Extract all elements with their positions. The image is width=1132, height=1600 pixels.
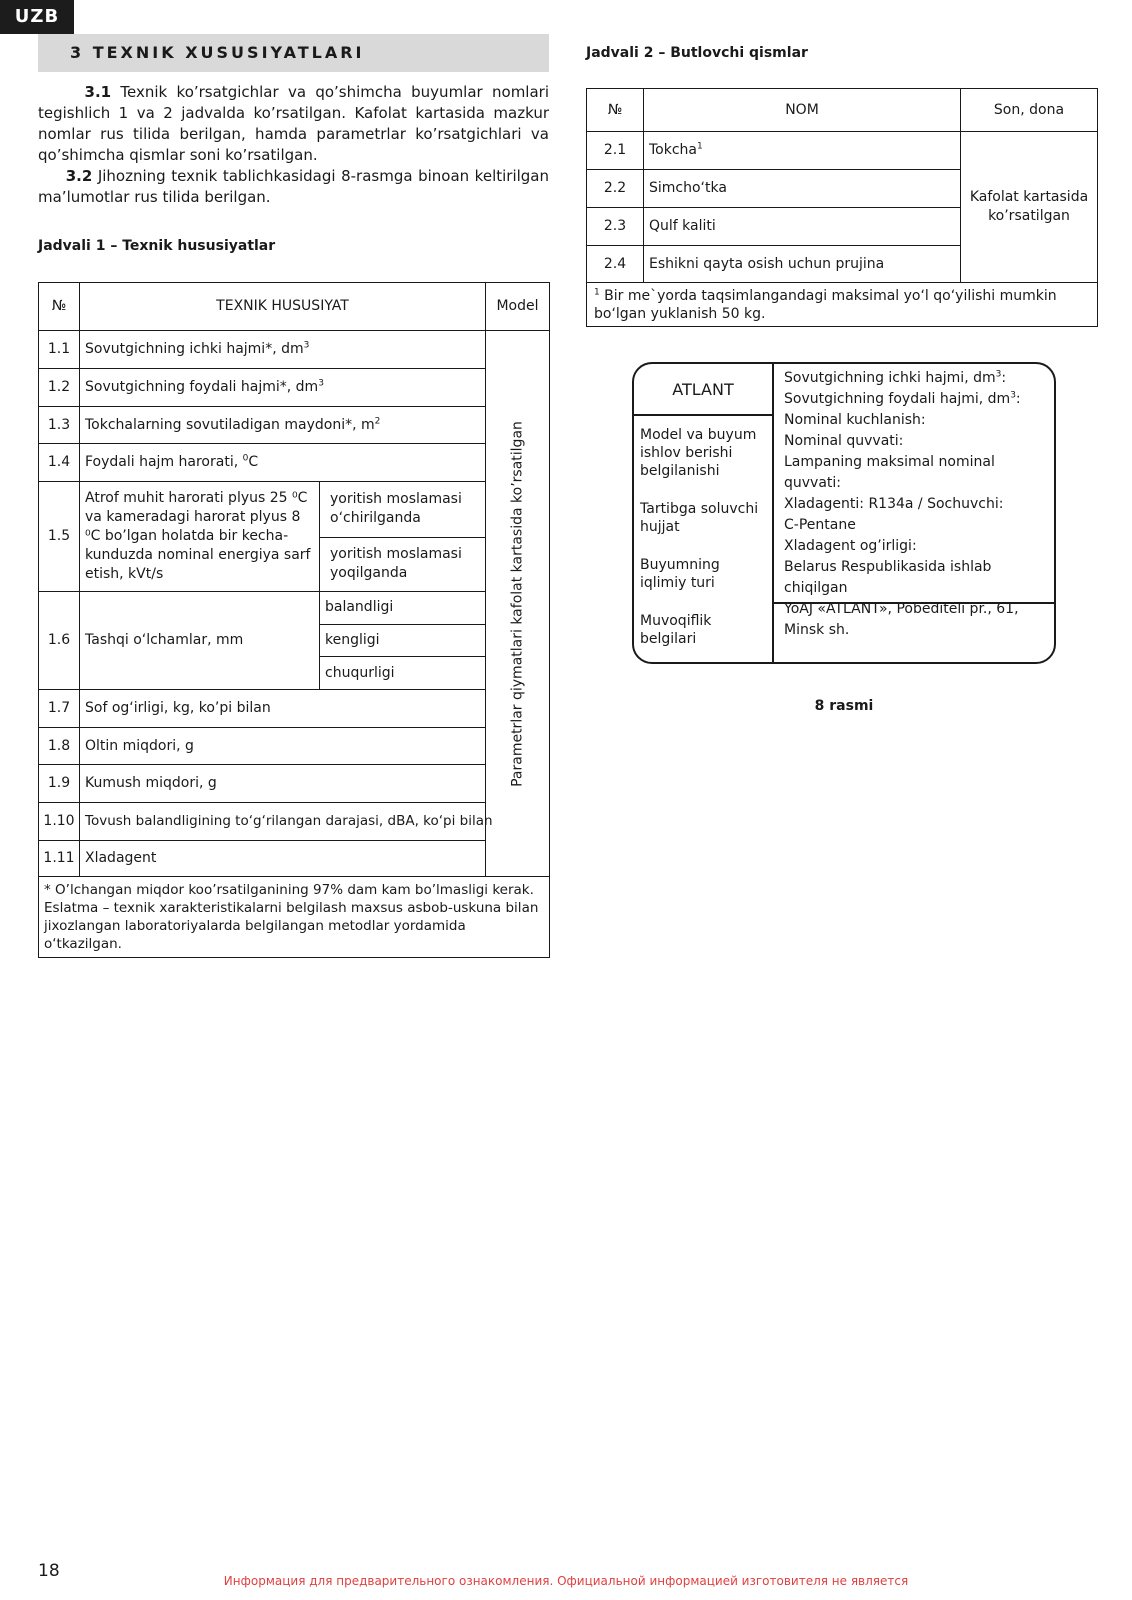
components-table: [586, 88, 1098, 327]
plate-lines: [774, 364, 1054, 638]
t1-subrow-label: yoritish moslamasi o‘chirilganda: [320, 482, 486, 538]
t1-header-name: TEXNIK HUSUSIYAT: [80, 283, 486, 331]
t2-row-label: Qulf kaliti: [644, 208, 961, 246]
t1-row-num: 1.7: [39, 690, 80, 728]
t1-row-num: 1.5: [39, 482, 80, 592]
t2-header-name: NOM: [644, 89, 961, 132]
plate-line: Sovutgichning foydali hajmi, $dm^3$:: [784, 390, 1021, 407]
plate-right-column: [774, 364, 1054, 662]
rating-plate: [632, 362, 1056, 664]
t2-row-num: 2.2: [587, 170, 644, 208]
plate-line: Nominal kuchlanish:: [784, 412, 926, 428]
t1-header-num: №: [39, 283, 80, 331]
t1-row-num: 1.6: [39, 591, 80, 690]
plate-line: YoAJ «ATLANT», Pobediteli pr., 61,: [784, 601, 1019, 617]
intro-p1-num: 3.1: [84, 83, 112, 101]
t2-qty-note: Kafolat kartasida ko’rsatilgan: [961, 132, 1098, 283]
t2-row-label: Simcho‘tka: [644, 170, 961, 208]
section-title-text: 3 TEXNIK XUSUSIYATLARI: [70, 43, 365, 62]
language-tag: UZB: [0, 0, 74, 34]
section-title: [38, 34, 549, 72]
t2-header-qty: Son, dona: [961, 89, 1098, 132]
plate-label: Model va buyum ishlov berishi belgilanishi: [640, 427, 757, 479]
figure-caption: 8 rasmi: [814, 698, 874, 714]
t1-header-model: Model: [486, 283, 550, 331]
intro-paragraph-1: [38, 82, 549, 166]
t1-row-num: 1.9: [39, 765, 80, 803]
plate-line: C-Pentane: [784, 517, 856, 533]
plate-line: Minsk sh.: [784, 622, 850, 638]
brand-logo: ATLANT: [634, 364, 772, 416]
t2-row-label: Tokcha$^1$: [644, 132, 961, 170]
plate-label: Tartibga soluvchi hujjat: [640, 501, 759, 535]
plate-left-column: [634, 364, 774, 662]
t1-subrow-label: yoritish moslamasi yoqilganda: [320, 537, 486, 591]
t1-row-label: Oltin miqdori, g: [80, 728, 486, 765]
table1-caption: Jadvali 1 – Texnik hususiyatlar: [38, 238, 276, 254]
t1-row-label: Sovutgichning ichki hajmi*, $dm^3$: [80, 331, 486, 369]
table2-caption: Jadvali 2 – Butlovchi qismlar: [586, 45, 808, 61]
t1-row-num: 1.2: [39, 369, 80, 407]
t1-row-label: Atrof muhit harorati plyus 25 ⁰C va kameradagi harorat plyus 8 ⁰C bo’lgan holatda bir kecha-kunduzda nominal energiya sarf etish, kVt/s: [80, 482, 320, 592]
t1-subrow-label: kengligi: [320, 625, 486, 657]
t1-row-label: Xladagent: [80, 841, 486, 877]
plate-label: Buyumning iqlimiy turi: [640, 557, 720, 591]
t1-footnote: * O’lchangan miqdor koo’rsatilganining 97% dam kam bo’lmasligi kerak. Eslatma – texnik xarakteristikalarni belgilash maxsus asbob-uskuna bilan jixozlangan laboratoriyalarda belgilangan metodlar yordamida o‘tkazilgan.: [39, 877, 550, 958]
intro-p2-text: Jihozning texnik tablichkasidagi 8-rasmga binoan keltirilgan ma’lumotlar rus tilida berilgan.: [38, 167, 550, 206]
model-values-note-text: Parametrlar qiymatlari kafolat kartasida ko’rsatilgan: [509, 420, 525, 787]
intro-paragraph-2: [38, 166, 549, 208]
t1-row-label: Kumush miqdori, g: [80, 765, 486, 803]
t2-row-num: 2.1: [587, 132, 644, 170]
t1-row-num: 1.10: [39, 803, 80, 841]
disclaimer: Информация для предварительного ознакомления. Официальной информацией изготовителя не является: [223, 1574, 909, 1588]
plate-line: Xladagent og’irligi:: [784, 538, 917, 554]
t1-row-label: Sof og‘irligi, kg, ko’pi bilan: [80, 690, 486, 728]
t1-row-label: Tashqi o‘lchamlar, mm: [80, 591, 320, 690]
t1-row-label: Tokchalarning sovutiladigan maydoni*, $m^2$: [80, 407, 486, 444]
t1-row-num: 1.3: [39, 407, 80, 444]
intro-p2-num: 3.2: [65, 167, 93, 185]
plate-line: Xladagenti: R134a / Sochuvchi:: [784, 496, 1004, 512]
t1-subrow-label: balandligi: [320, 591, 486, 625]
t1-row-label: Tovush balandligining to‘g‘rilangan darajasi, dBA, ko‘pi bilan: [80, 803, 486, 841]
t2-row-num: 2.3: [587, 208, 644, 246]
technical-specs-table: [38, 282, 550, 958]
t2-header-num: №: [587, 89, 644, 132]
t1-row-num: 1.8: [39, 728, 80, 765]
plate-line: Belarus Respublikasida ishlab chiqilgan: [784, 559, 992, 596]
plate-label: Muvoqiflik belgilari: [640, 613, 712, 647]
t1-row-label: Foydali hajm harorati, $^0$C: [80, 444, 486, 482]
page-number: 18: [38, 1561, 60, 1581]
plate-line: Lampaning maksimal nominal quvvati:: [784, 454, 995, 491]
plate-line: Sovutgichning ichki hajmi, $dm^3$:: [784, 369, 1007, 386]
t2-row-num: 2.4: [587, 246, 644, 283]
t1-row-num: 1.4: [39, 444, 80, 482]
t2-footnote: $^1$ Bir me`yorda taqsimlangandagi maksimal yo‘l qo‘yilishi mumkin bo‘lgan yuklanish 50 kg.: [587, 283, 1098, 327]
t2-row-label: Eshikni qayta osish uchun prujina: [644, 246, 961, 283]
plate-line: Nominal quvvati:: [784, 433, 904, 449]
model-values-note: [486, 331, 550, 877]
intro-p1-text: Texnik ko’rsatgichlar va qo’shimcha buyumlar nomlari tegishlich 1 va 2 jadvalda ko’rsatilgan. Kafolat kartasida mazkur nomlar rus tilida berilgan, hamda parametrlar ko’rsatgichlari va qo’shimcha qismlar soni ko’rsatilgan.: [38, 83, 549, 164]
t1-row-num: 1.11: [39, 841, 80, 877]
t1-row-num: 1.1: [39, 331, 80, 369]
t1-subrow-label: chuqurligi: [320, 657, 486, 690]
t1-row-label: Sovutgichning foydali hajmi*, $dm^3$: [80, 369, 486, 407]
